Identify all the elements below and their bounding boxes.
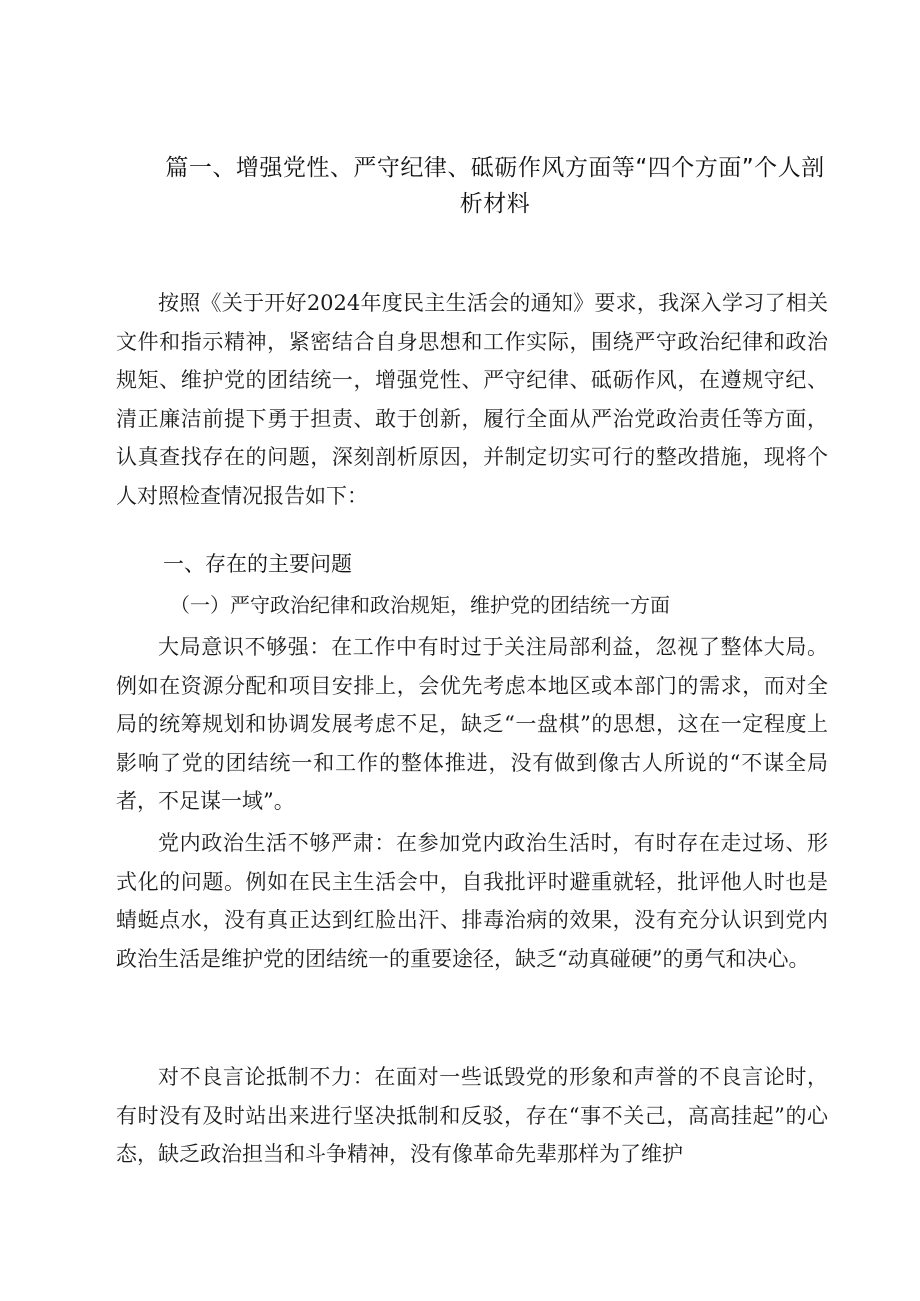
intro-paragraph: 按照《关于开好2024年度民主生活会的通知》要求，我深入学习了相关文件和指示精神，紧密结合自身思想和工作实际，围绕严守政治纪律和政治规矩、维护党的团结统一，增强党性、严守纪律、砥砺作风，在遵规守纪、清正廉洁前提下勇于担责、敢于创新，履行全面从严治党政治责任等方面，认真查找存在的问题，深刻剖析原因，并制定切实可行的整改措施，现将个人对照检查情况报告如下： (116, 291, 828, 508)
overall-awareness-block (116, 628, 828, 821)
bad-speech-paragraph: 对不良言论抵制不力：在面对一些诋毁党的形象和声誉的不良言论时，有时没有及时站出来进行坚决抵制和反驳，存在“事不关己，高高挂起”的心态，缺乏政治担当和斗争精神，没有像革命先辈那样为了维护 (116, 1065, 828, 1166)
document-title (150, 150, 840, 222)
title-line-1: 篇一、增强党性、严守纪律、砥砺作风方面等“四个方面”个人剖 (165, 155, 825, 181)
section-heading: 一、存在的主要问题 (163, 552, 352, 576)
party-life-paragraph: 党内政治生活不够严肃：在参加党内政治生活时，有时存在走过场、形式化的问题。例如在民主生活会中，自我批评时避重就轻，批评他人时也是蜻蜓点水，没有真正达到红脸出汗、排毒治病的效果，没有充分认识到党内政治生活是维护党的团结统一的重要途径，缺乏“动真碰硬”的勇气和决心。 (116, 831, 828, 971)
title-line-2: 析材料 (459, 191, 531, 217)
bad-speech-block (116, 1058, 828, 1174)
intro-block (116, 284, 828, 515)
party-life-block (116, 824, 828, 978)
overall-awareness-paragraph: 大局意识不够强：在工作中有时过于关注局部利益，忽视了整体大局。例如在资源分配和项目安排上，会优先考虑本地区或本部门的需求，而对全局的统筹规划和协调发展考虑不足，缺乏“一盘棋”的思想，这在一定程度上影响了党的团结统一和工作的整体推进，没有做到像古人所说的“不谋全局者，不足谋一域”。 (116, 635, 828, 813)
subsection-heading: （一）严守政治纪律和政治规矩，维护党的团结统一方面 (170, 593, 670, 617)
